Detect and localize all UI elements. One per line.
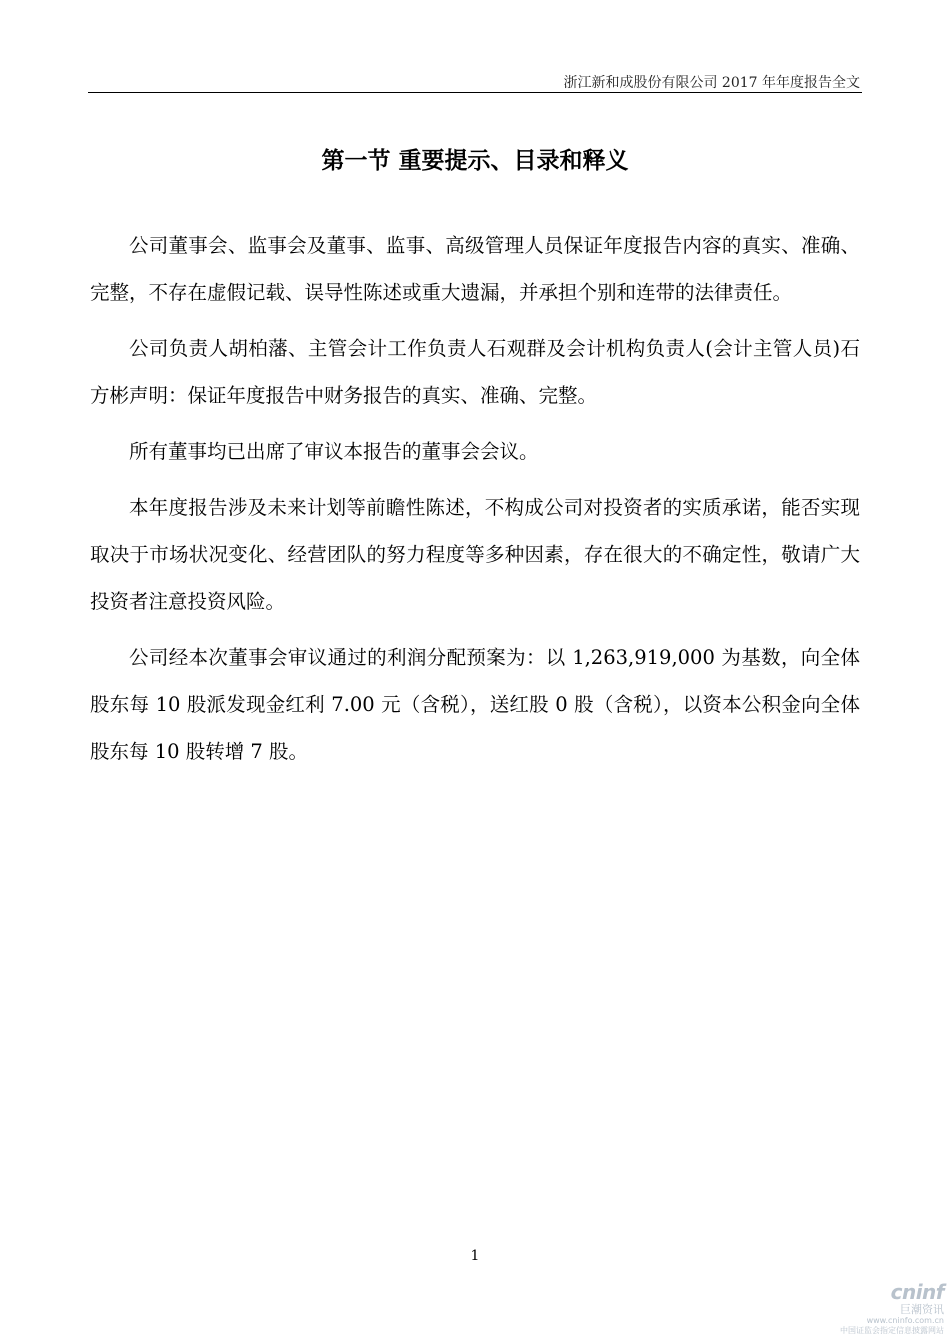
running-header: 浙江新和成股份有限公司 2017 年年度报告全文 (563, 75, 860, 91)
paragraph-responsibility: 公司董事会、监事会及董事、监事、高级管理人员保证年度报告内容的真实、准确、完整，不存在虚假记载、误导性陈述或重大遗漏，并承担个别和连带的法律责任。 (90, 234, 860, 304)
section-title: 第一节 重要提示、目录和释义 (321, 147, 629, 174)
paragraph-risk-warning: 本年度报告涉及未来计划等前瞻性陈述，不构成公司对投资者的实质承诺，能否实现取决于市场状况变化、经营团队的努力程度等多种因素，存在很大的不确定性，敬请广大投资者注意投资风险。 (90, 496, 860, 613)
paragraph-financial-statement: 公司负责人胡柏藩、主管会计工作负责人石观群及会计机构负责人(会计主管人员)石方彬声明：保证年度报告中财务报告的真实、准确、完整。 (90, 337, 860, 407)
cninfo-name: 巨潮资讯 (900, 1303, 944, 1316)
paragraph-profit-distribution: 公司经本次董事会审议通过的利润分配预案为：以 1,263,919,000 为基数，向全体股东每 10 股派发现金红利 7.00 元（含税），送红股 0 股（含税），以资本公积金向全体股东每 10 股转增 7 股。 (90, 646, 860, 763)
paragraph-board-attendance: 所有董事均已出席了审议本报告的董事会会议。 (129, 440, 539, 463)
cninfo-logo: cninf (890, 1280, 944, 1304)
cninfo-watermark (834, 1281, 944, 1336)
body-text (90, 222, 860, 784)
cninfo-url: www.cninfo.com.cn (866, 1316, 944, 1325)
cninfo-tagline: 中国证监会指定信息披露网站 (840, 1326, 944, 1335)
page-number: 1 (470, 1248, 480, 1264)
header-divider (88, 92, 862, 93)
